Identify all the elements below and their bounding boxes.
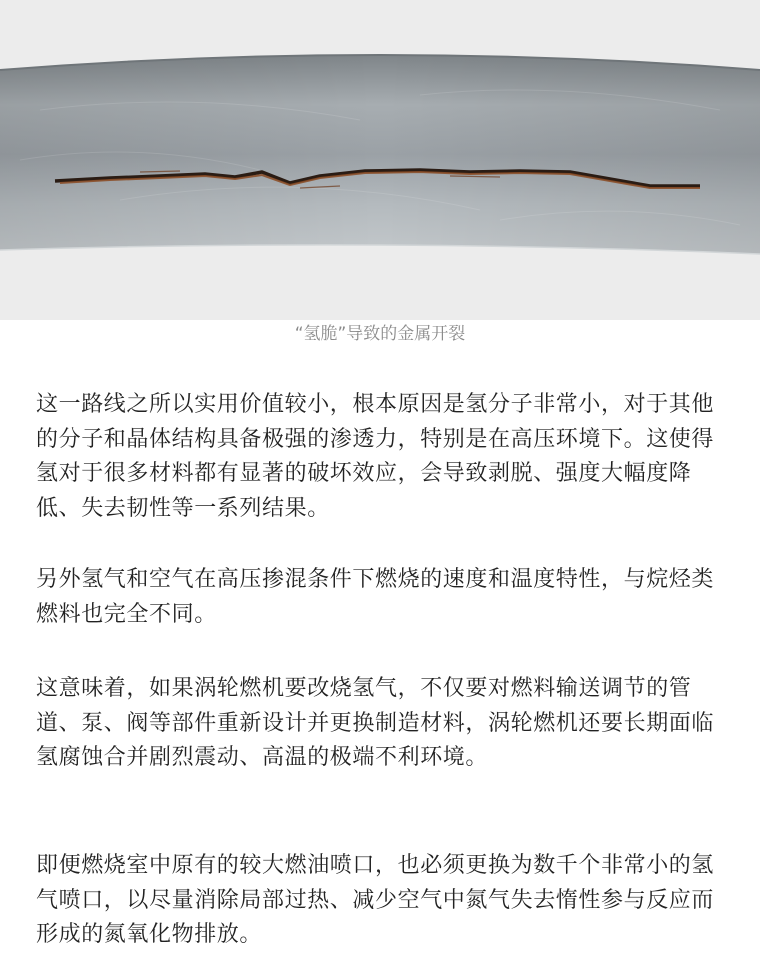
paragraph-3: 这意味着，如果涡轮燃机要改烧氢气，不仅要对燃料输送调节的管道、泵、阀等部件重新设计并更换制造材料，涡轮燃机还要长期面临氢腐蚀合并剧烈震动、高温的极端不利环境。 xyxy=(36,676,715,770)
paragraph-1: 这一路线之所以实用价值较小，根本原因是氢分子非常小，对于其他的分子和晶体结构具备极强的渗透力，特别是在高压环境下。这使得氢对于很多材料都有显著的破坏效应，会导致剥脱、强度大幅度降低、失去韧性等一系列结果。 xyxy=(36,392,715,521)
cracked-metal-photo xyxy=(0,0,760,320)
figure-caption: “氢脆”导致的金属开裂 xyxy=(294,324,466,344)
metal-blade-image xyxy=(0,0,760,320)
paragraph-4: 即便燃烧室中原有的较大燃油喷口，也必须更换为数千个非常小的氢气喷口，以尽量消除局部过热、减少空气中氮气失去惰性参与反应而形成的氮氧化物排放。 xyxy=(36,853,715,947)
paragraph-2: 另外氢气和空气在高压掺混条件下燃烧的速度和温度特性，与烷烃类燃料也完全不同。 xyxy=(36,567,715,627)
